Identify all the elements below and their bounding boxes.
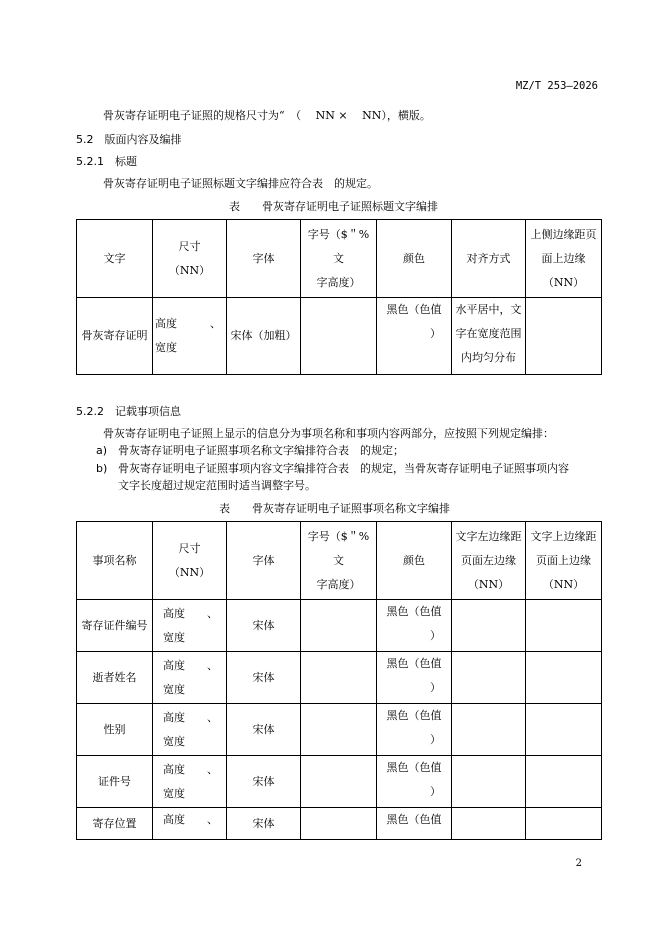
- table1-header-row: [77, 220, 602, 298]
- cell-name: 性别: [77, 704, 153, 756]
- cell-color: [377, 808, 452, 840]
- cell-font: 宋体（加粗）: [227, 298, 301, 375]
- cell-size: [153, 756, 227, 808]
- cell-font: 宋体: [227, 704, 301, 756]
- header-cell-margin: [526, 220, 602, 298]
- cell-line: 上侧边缘距页: [530, 227, 597, 241]
- table2-header-row: [77, 522, 602, 600]
- cell-font-size: [301, 600, 377, 652]
- section-number: 5.2: [76, 133, 94, 146]
- cell-line: （NN）: [168, 565, 211, 579]
- cell-left-margin: [452, 808, 526, 840]
- cell-line: 页面上边缘: [536, 553, 591, 567]
- section-5-2-1-heading: [76, 153, 137, 169]
- cell-left-margin: [452, 756, 526, 808]
- cell-line: 页面左边缘: [461, 553, 516, 567]
- cell-line: 高度 、: [163, 658, 218, 672]
- header-cell-text: 文字: [77, 220, 153, 298]
- table-row: [77, 600, 602, 652]
- list-marker: b): [96, 462, 108, 475]
- list-marker: a): [96, 444, 108, 457]
- cell-color: [377, 652, 452, 704]
- cell-color: [377, 600, 452, 652]
- cell-size: [153, 704, 227, 756]
- cell-line: 面上边缘: [541, 251, 586, 265]
- table2-caption: 表 骨灰寄存证明电子证照事项名称文字编排: [219, 502, 450, 515]
- cell-line: 宽度: [163, 786, 185, 800]
- cell-line: 字号（$＂%文: [307, 529, 370, 567]
- cell-font: 宋体: [227, 808, 301, 840]
- table1-caption: 表 骨灰寄存证明电子证照标题文字编排: [229, 200, 438, 213]
- section-title: 版面内容及编排: [104, 133, 182, 146]
- cell-size: [153, 298, 227, 375]
- cell-font-size: [301, 704, 377, 756]
- cell-font: 宋体: [227, 756, 301, 808]
- cell-line: 黑色（色值: [386, 605, 442, 618]
- cell-line: 高度 、: [155, 317, 221, 330]
- cell-line: 黑色（色值: [386, 657, 442, 670]
- table1-row: [77, 298, 602, 375]
- cell-size: [153, 808, 227, 840]
- cell-font-size: [301, 298, 377, 375]
- header-cell-left-margin: [452, 522, 526, 600]
- cell-line: ）: [430, 327, 441, 340]
- cell-line: ）: [430, 629, 441, 642]
- cell-text: 骨灰寄存证明: [77, 298, 153, 375]
- cell-line: 黑色（色值: [386, 813, 442, 826]
- cell-top-margin: [526, 808, 602, 840]
- cell-top-margin: [526, 652, 602, 704]
- header-cell-align: 对齐方式: [452, 220, 526, 298]
- header-cell-color: 颜色: [377, 522, 452, 600]
- cell-line: 黑色（色值: [386, 761, 442, 774]
- cell-font: 宋体: [227, 600, 301, 652]
- cell-line: 宽度: [163, 682, 185, 696]
- standard-number: MZ/T 253—2026: [515, 80, 598, 92]
- section-5-2-heading: [76, 131, 182, 147]
- cell-line: 高度 、: [163, 813, 218, 826]
- cell-line: （NN）: [542, 275, 585, 289]
- cell-line: 内均匀分布: [461, 351, 516, 364]
- cell-line: 字高度）: [316, 577, 361, 591]
- list-text: 骨灰寄存证明电子证照事项内容文字编排符合表 的规定，当骨灰寄存证明电子证照事项内容: [118, 462, 569, 475]
- cell-line: 高度 、: [163, 762, 218, 776]
- section-5-2-1-body: 骨灰寄存证明电子证照标题文字编排应符合表 的规定。: [103, 177, 378, 190]
- cell-size: [153, 652, 227, 704]
- cell-line: 字高度）: [316, 275, 361, 289]
- cell-name: 逝者姓名: [77, 652, 153, 704]
- cell-line: 文字上边缘距: [530, 529, 597, 543]
- cell-line: 高度 、: [163, 606, 218, 620]
- cell-left-margin: [452, 704, 526, 756]
- cell-line: 尺寸: [178, 239, 201, 253]
- list-item-b: [96, 460, 569, 476]
- header-cell-size: [153, 220, 227, 298]
- cell-line: 字在宽度范围: [455, 327, 522, 340]
- cell-line: 高度 、: [163, 710, 218, 724]
- cell-line: 宽度: [163, 630, 185, 644]
- cell-font-size: [301, 808, 377, 840]
- table1: [76, 219, 602, 375]
- cell-top-margin: [526, 756, 602, 808]
- cell-line: ）: [430, 785, 441, 798]
- cell-line: 宽度: [155, 341, 177, 354]
- header-cell-name: 事项名称: [77, 522, 153, 600]
- list-item-b-continued: 文字长度超过规定范围时适当调整字号。: [118, 479, 316, 492]
- cell-line: 宽度: [163, 734, 185, 748]
- header-cell-font: 字体: [227, 522, 301, 600]
- cell-line: 字号（$＂%文: [307, 227, 370, 265]
- cell-size: [153, 600, 227, 652]
- cell-line: （NN）: [467, 577, 510, 591]
- cell-line: （NN）: [168, 263, 211, 277]
- cell-font-size: [301, 652, 377, 704]
- table-row: [77, 756, 602, 808]
- list-item-a: [96, 442, 404, 458]
- section-title: 记载事项信息: [115, 405, 181, 418]
- cell-line: ）: [430, 681, 441, 694]
- cell-line: （NN）: [542, 577, 585, 591]
- intro-paragraph: 骨灰寄存证明电子证照的规格尺寸为“ （ NN × NN），横版。: [103, 109, 431, 122]
- cell-line: 尺寸: [178, 541, 201, 555]
- cell-name: 证件号: [77, 756, 153, 808]
- cell-color: [377, 704, 452, 756]
- header-cell-color: 颜色: [377, 220, 452, 298]
- cell-font-size: [301, 756, 377, 808]
- cell-top-margin: [526, 600, 602, 652]
- cell-line: 黑色（色值: [386, 303, 442, 316]
- cell-line: 黑色（色值: [386, 709, 442, 722]
- table-row: [77, 808, 602, 840]
- section-5-2-2-heading: [76, 403, 181, 419]
- cell-line: 水平居中，文: [455, 303, 522, 316]
- cell-left-margin: [452, 600, 526, 652]
- section-title: 标题: [115, 155, 137, 168]
- cell-color: [377, 298, 452, 375]
- header-cell-font: 字体: [227, 220, 301, 298]
- page-number: 2: [575, 858, 582, 869]
- cell-margin: [526, 298, 602, 375]
- cell-line: 文字左边缘距: [455, 529, 522, 543]
- table-row: [77, 704, 602, 756]
- section-number: 5.2.2: [76, 405, 104, 418]
- list-text: 骨灰寄存证明电子证照事项名称文字编排符合表 的规定；: [118, 444, 404, 457]
- header-cell-top-margin: [526, 522, 602, 600]
- cell-font: 宋体: [227, 652, 301, 704]
- header-cell-font-size: [301, 522, 377, 600]
- table2: [76, 521, 602, 840]
- header-cell-size: [153, 522, 227, 600]
- section-5-2-2-body: 骨灰寄存证明电子证照上显示的信息分为事项名称和事项内容两部分，应按照下列规定编排：: [103, 427, 554, 440]
- section-number: 5.2.1: [76, 155, 104, 168]
- cell-left-margin: [452, 652, 526, 704]
- cell-align: [452, 298, 526, 375]
- header-cell-font-size: [301, 220, 377, 298]
- cell-name: 寄存证件编号: [77, 600, 153, 652]
- table-row: [77, 652, 602, 704]
- cell-color: [377, 756, 452, 808]
- cell-line: ）: [430, 733, 441, 746]
- cell-name: 寄存位置: [77, 808, 153, 840]
- cell-top-margin: [526, 704, 602, 756]
